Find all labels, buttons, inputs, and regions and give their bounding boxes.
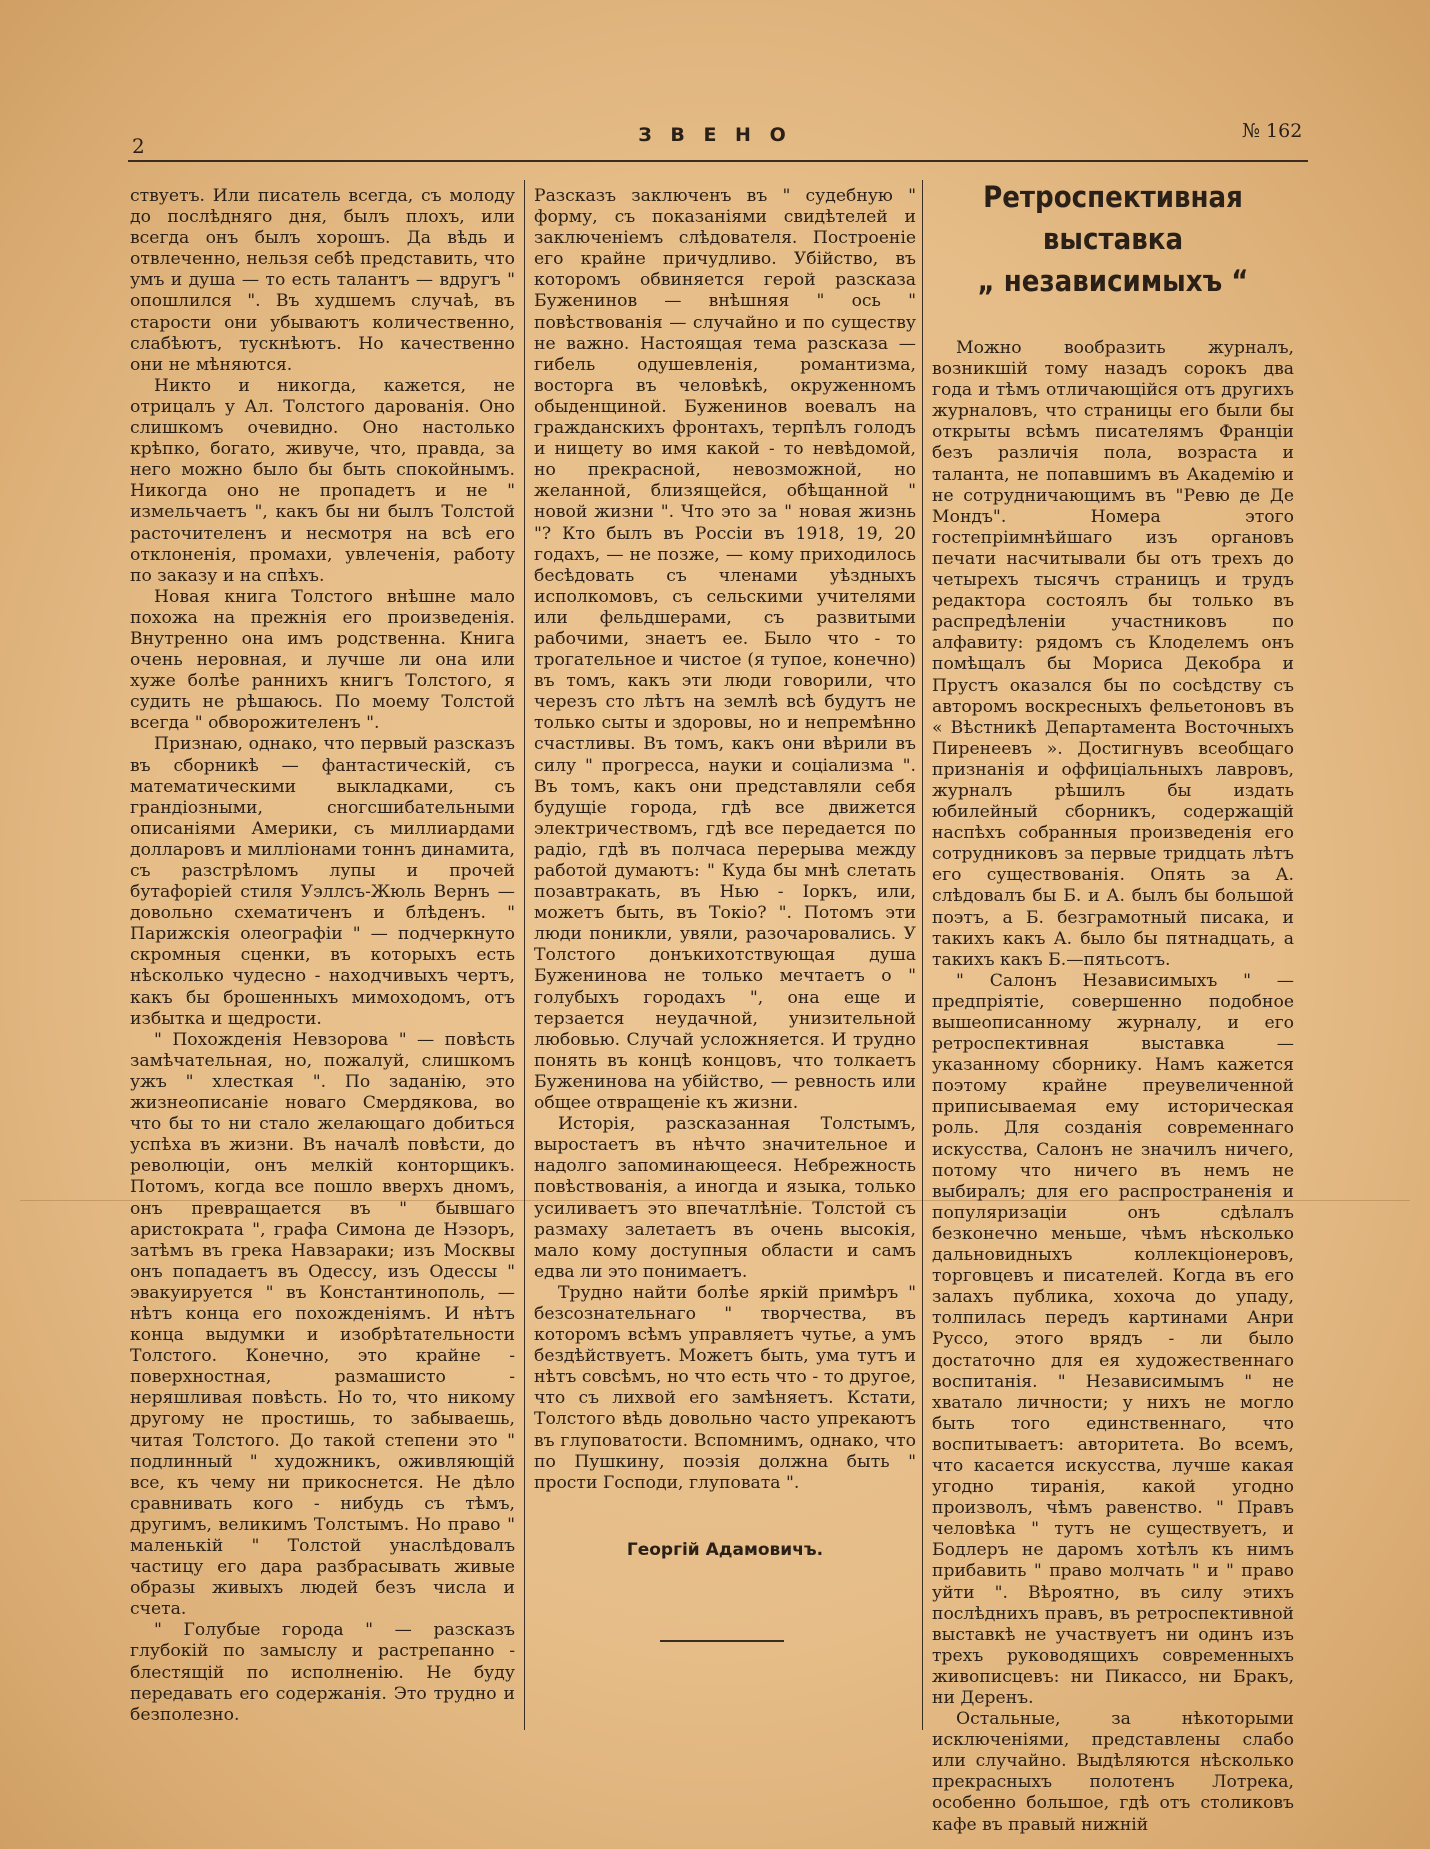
column-divider-right <box>922 180 923 1730</box>
author-signature: Георгій Адамовичъ. <box>626 1540 824 1560</box>
article-paragraph: " Голубые города " — разсказъ глубокій по замыслу и растрепанно - блестящій по исполненію. Не буду передавать его содержанія. Это трудно и безполезно. <box>130 1620 515 1725</box>
article-paragraph: Можно вообразить журналъ, возникшій тому назадъ сорокъ два года и тѣмъ отличающійся отъ другихъ журналовъ, что страницы его были бы открыты всѣмъ писателямъ Франціи безъ различія пола, возраста и таланта, не попавшимъ въ Академію и не сотрудничающимъ въ "Ревю де Де Мондъ". Номера этого гостепріимнѣйшаго изъ органовъ печати насчитывали бы отъ трехъ до четырехъ тысячъ страницъ и трудъ редактора состоялъ бы только въ распредѣленіи участниковъ по алфавиту: рядомъ съ Клоделемъ онъ помѣщалъ бы Мориса Декобра и Прустъ оказался бы по сосѣдству съ авторомъ воскресныхъ фельетоновъ въ « Вѣстникѣ Департамента Восточныхъ Пиренеевъ ». Достигнувъ всеобщаго признанія и оффиціальныхъ лавровъ, журналъ рѣшилъ бы издать юбилейный сборникъ, содержащій наспѣхъ собранныя произведенія его сотрудниковъ за первые тридцать лѣтъ его существованія. Опять за А. слѣдовалъ бы Б. и А. былъ бы большой поэтъ, а Б. безграмотный писака, и такихъ какъ А. было бы пятнадцать, а такихъ какъ Б.—пятьсотъ. <box>932 338 1294 970</box>
article-paragraph: Исторія, разсказанная Толстымъ, выростаетъ въ нѣчто значительное и надолго запоминающееся. Небрежность повѣствованія, а иногда и языка, только усиливаетъ это впечатлѣніе. Толстой съ размаху залетаетъ въ очень высокія, мало кому доступныя области и самъ едва ли это понимаетъ. <box>534 1114 916 1282</box>
column-right <box>932 338 1294 1836</box>
article-paragraph: " Салонъ Независимыхъ " — предпріятіе, совершенно подобное вышеописанному журналу, и его ретроспективная выставка — указанному сборнику. Намъ кажется поэтому крайне преувеличенной приписываемая ему историческая роль. Для созданія современнаго искусства, Салонъ не значилъ ничего, потому что ничего въ немъ не выбиралъ; для его распространенія и популяризаціи онъ сдѣлалъ безконечно меньше, чѣмъ нѣсколько дальновидныхъ коллекціонеровъ, торговцевъ и писателей. Когда въ его залахъ публика, хохоча до упаду, толпилась передъ картинами Анри Руссо, этого врядъ - ли было достаточно для ея художественнаго воспитанія. " Независимымъ " не хватало личности; у нихъ не могло быть того единственнаго, что воспитываетъ: авторитета. Во всемъ, что касается искусства, лучше какая угодно тиранія, какой угодно произволъ, чѣмъ равенство. " Правъ человѣка " тутъ не существуетъ, и Бодлеръ не даромъ хотѣлъ къ нимъ прибавить " право молчать " и " право уйти ". Вѣроятно, въ силу этихъ послѣднихъ правъ, въ ретроспективной выставкѣ не участвуетъ ни одинъ изъ трехъ руководящихъ современныхъ живописцевъ: ни Пикассо, ни Бракъ, ни Деренъ. <box>932 970 1294 1708</box>
column-middle <box>534 186 916 1494</box>
masthead-title: З В Е Н О <box>638 124 792 146</box>
column-left <box>130 186 515 1726</box>
headline-line-1: Ретроспективная выставка <box>983 180 1243 256</box>
article-paragraph: Остальные, за нѣкоторыми исключеніями, представлены слабо или случайно. Выдѣляются нѣсколько прекрасныхъ полотенъ Лотрека, особенно большое, гдѣ отъ столиковъ кафе въ правый нижній <box>932 1709 1294 1835</box>
issue-number: № 162 <box>1242 120 1303 142</box>
article-paragraph: ствуетъ. Или писатель всегда, съ молоду до послѣдняго дня, былъ плохъ, или всегда онъ былъ хорошъ. Да вѣдь и отвлеченно, нельзя себѣ представить, что умъ и душа — то есть талантъ — вдругъ " опошлился ". Въ худшемъ случаѣ, въ старости они убываютъ количественно, слабѣютъ, тускнѣютъ. Но качественно они не мѣняются. <box>130 186 515 375</box>
article-paragraph: Новая книга Толстого внѣшне мало похожа на прежнія его произведенія. Внутренно она имъ родственна. Книга очень неровная, и лучше ли она или хуже болѣе раннихъ книгъ Толстого, я судить не рѣшаюсь. По моему Толстой всегда " обворожителенъ ". <box>130 586 515 734</box>
article-paragraph: Трудно найти болѣе яркій примѣръ " безсознательнаго " творчества, въ которомъ всѣмъ управляетъ чутье, а умъ бездѣйствуетъ. Можетъ быть, ума тутъ и нѣтъ совсѣмъ, но что есть что - то другое, что съ лихвой его замѣняетъ. Кстати, Толстого вѣдь довольно часто упрекаютъ въ глуповатости. Вспомнимъ, однако, что по Пушкину, поэзія должна быть " прости Господи, глуповата ". <box>534 1282 916 1493</box>
page-number: 2 <box>132 134 145 158</box>
article-paragraph: Никто и никогда, кажется, не отрицалъ у Ал. Толстого дарованія. Оно слишкомъ очевидно. Оно настолько крѣпко, богато, живуче, что, правда, за него можно было бы быть спокойнымъ. Никогда оно не пропадетъ и не " измельчаетъ ", какъ бы ни былъ Толстой расточителенъ и несмотря на всѣ его отклоненія, промахи, увлеченія, работу по заказу и на спѣхъ. <box>130 375 515 586</box>
headline-line-2: „ независимыхъ “ <box>977 264 1249 298</box>
header-rule <box>128 160 1308 162</box>
article-paragraph: Разсказъ заключенъ въ " судебную " форму, съ показаніями свидѣтелей и заключеніемъ слѣдователя. Построеніе его крайне причудливо. Убійство, въ которомъ обвиняется герой разсказа Буженинов — внѣшняя " ось " повѣствованія — случайно и по существу не важно. Настоящая тема разсказа — гибель одушевленія, романтизма, восторга въ человѣкѣ, окруженномъ обыденщиной. Буженинов воевалъ на гражданскихъ фронтахъ, терпѣлъ голодъ и нищету во имя какой - то невѣдомой, но прекрасной, невозможной, но желанной, близящейся, обѣщанной " новой жизни ". Что это за " новая жизнь "? Кто былъ въ Россіи въ 1918, 19, 20 годахъ, — не позже, — кому приходилось бесѣдовать съ членами уѣздныхъ исполкомовъ, съ сельскими учителями или фельдшерами, съ развитыми рабочими, знаетъ ее. Было что - то трогательное и чистое (я тупое, конечно) въ томъ, какъ эти люди говорили, что черезъ сто лѣтъ на землѣ всѣ будутъ не только сыты и здоровы, но и непремѣнно счастливы. Въ томъ, какъ они вѣрили въ силу " прогресса, науки и соціализма ". Въ томъ, какъ они представляли себя будущіе города, гдѣ все движется электричествомъ, гдѣ все передается по радіо, гдѣ въ полчаса перерыва между работой думаютъ: " Куда бы мнѣ слетать позавтракать, въ Нью - Іоркъ, или, можетъ быть, въ Токіо? ". Потомъ эти люди поникли, увяли, разочаровались. У Толстого донъкихотствующая душа Буженинова не только мечтаетъ о " голубыхъ городахъ ", она еще и терзается неудачной, унизительной любовью. Случай усложняется. И трудно понять въ концѣ концовъ, что толкаетъ Буженинова на убійство, — ревность или общее отвращеніе къ жизни. <box>534 186 916 1114</box>
article-headline <box>950 176 1276 302</box>
article-paragraph: Признаю, однако, что первый разсказъ въ сборникѣ — фантастическій, съ математическими выкладками, съ грандіозными, сногсшибательными описаніями Америки, съ миллиардами долларовъ и милліонами тоннъ динамита, съ разстрѣломъ лупы и прочей бутафоріей стиля Уэллсъ-Жюль Вернъ — довольно схематиченъ и блѣденъ. " Парижскія олеографіи " — подчеркнуто скромныя сценки, въ которыхъ есть нѣсколько чудесно - находчивыхъ чертъ, какъ бы брошенныхъ мимоходомъ, отъ избытка и щедрости. <box>130 734 515 1029</box>
article-end-rule <box>660 1640 784 1642</box>
column-divider-left <box>524 180 525 1730</box>
article-paragraph: " Похожденія Невзорова " — повѣсть замѣчательная, но, пожалуй, слишкомъ ужъ " хлесткая ". По заданію, это жизнеописаніе новаго Смердякова, во что бы то ни стало желающаго добиться успѣха въ жизни. Въ началѣ повѣсти, до революціи, онъ мелкій конторщикъ. Потомъ, когда все пошло вверхъ дномъ, онъ превращается въ " бывшаго аристократа ", графа Симона де Нэзоръ, затѣмъ въ грека Навзараки; изъ Москвы онъ попадаетъ въ Одессу, изъ Одессы " эвакуируется " въ Константинополь, — нѣтъ конца его похожденіямъ. И нѣтъ конца выдумки и изобрѣтательности Толстого. Конечно, это крайне - поверхностная, размашисто - неряшливая повѣсть. Но то, что никому другому не простишь, то забываешь, читая Толстого. До такой степени это " подлинный " художникъ, оживляющій все, къ чему ни прикоснется. Не дѣло сравнивать кого - нибудь съ тѣмъ, другимъ, великимъ Толстымъ. Но право " маленькій " Толстой унаслѣдовалъ частицу его дара разбрасывать живые образы живыхъ людей безъ числа и счета. <box>130 1029 515 1620</box>
